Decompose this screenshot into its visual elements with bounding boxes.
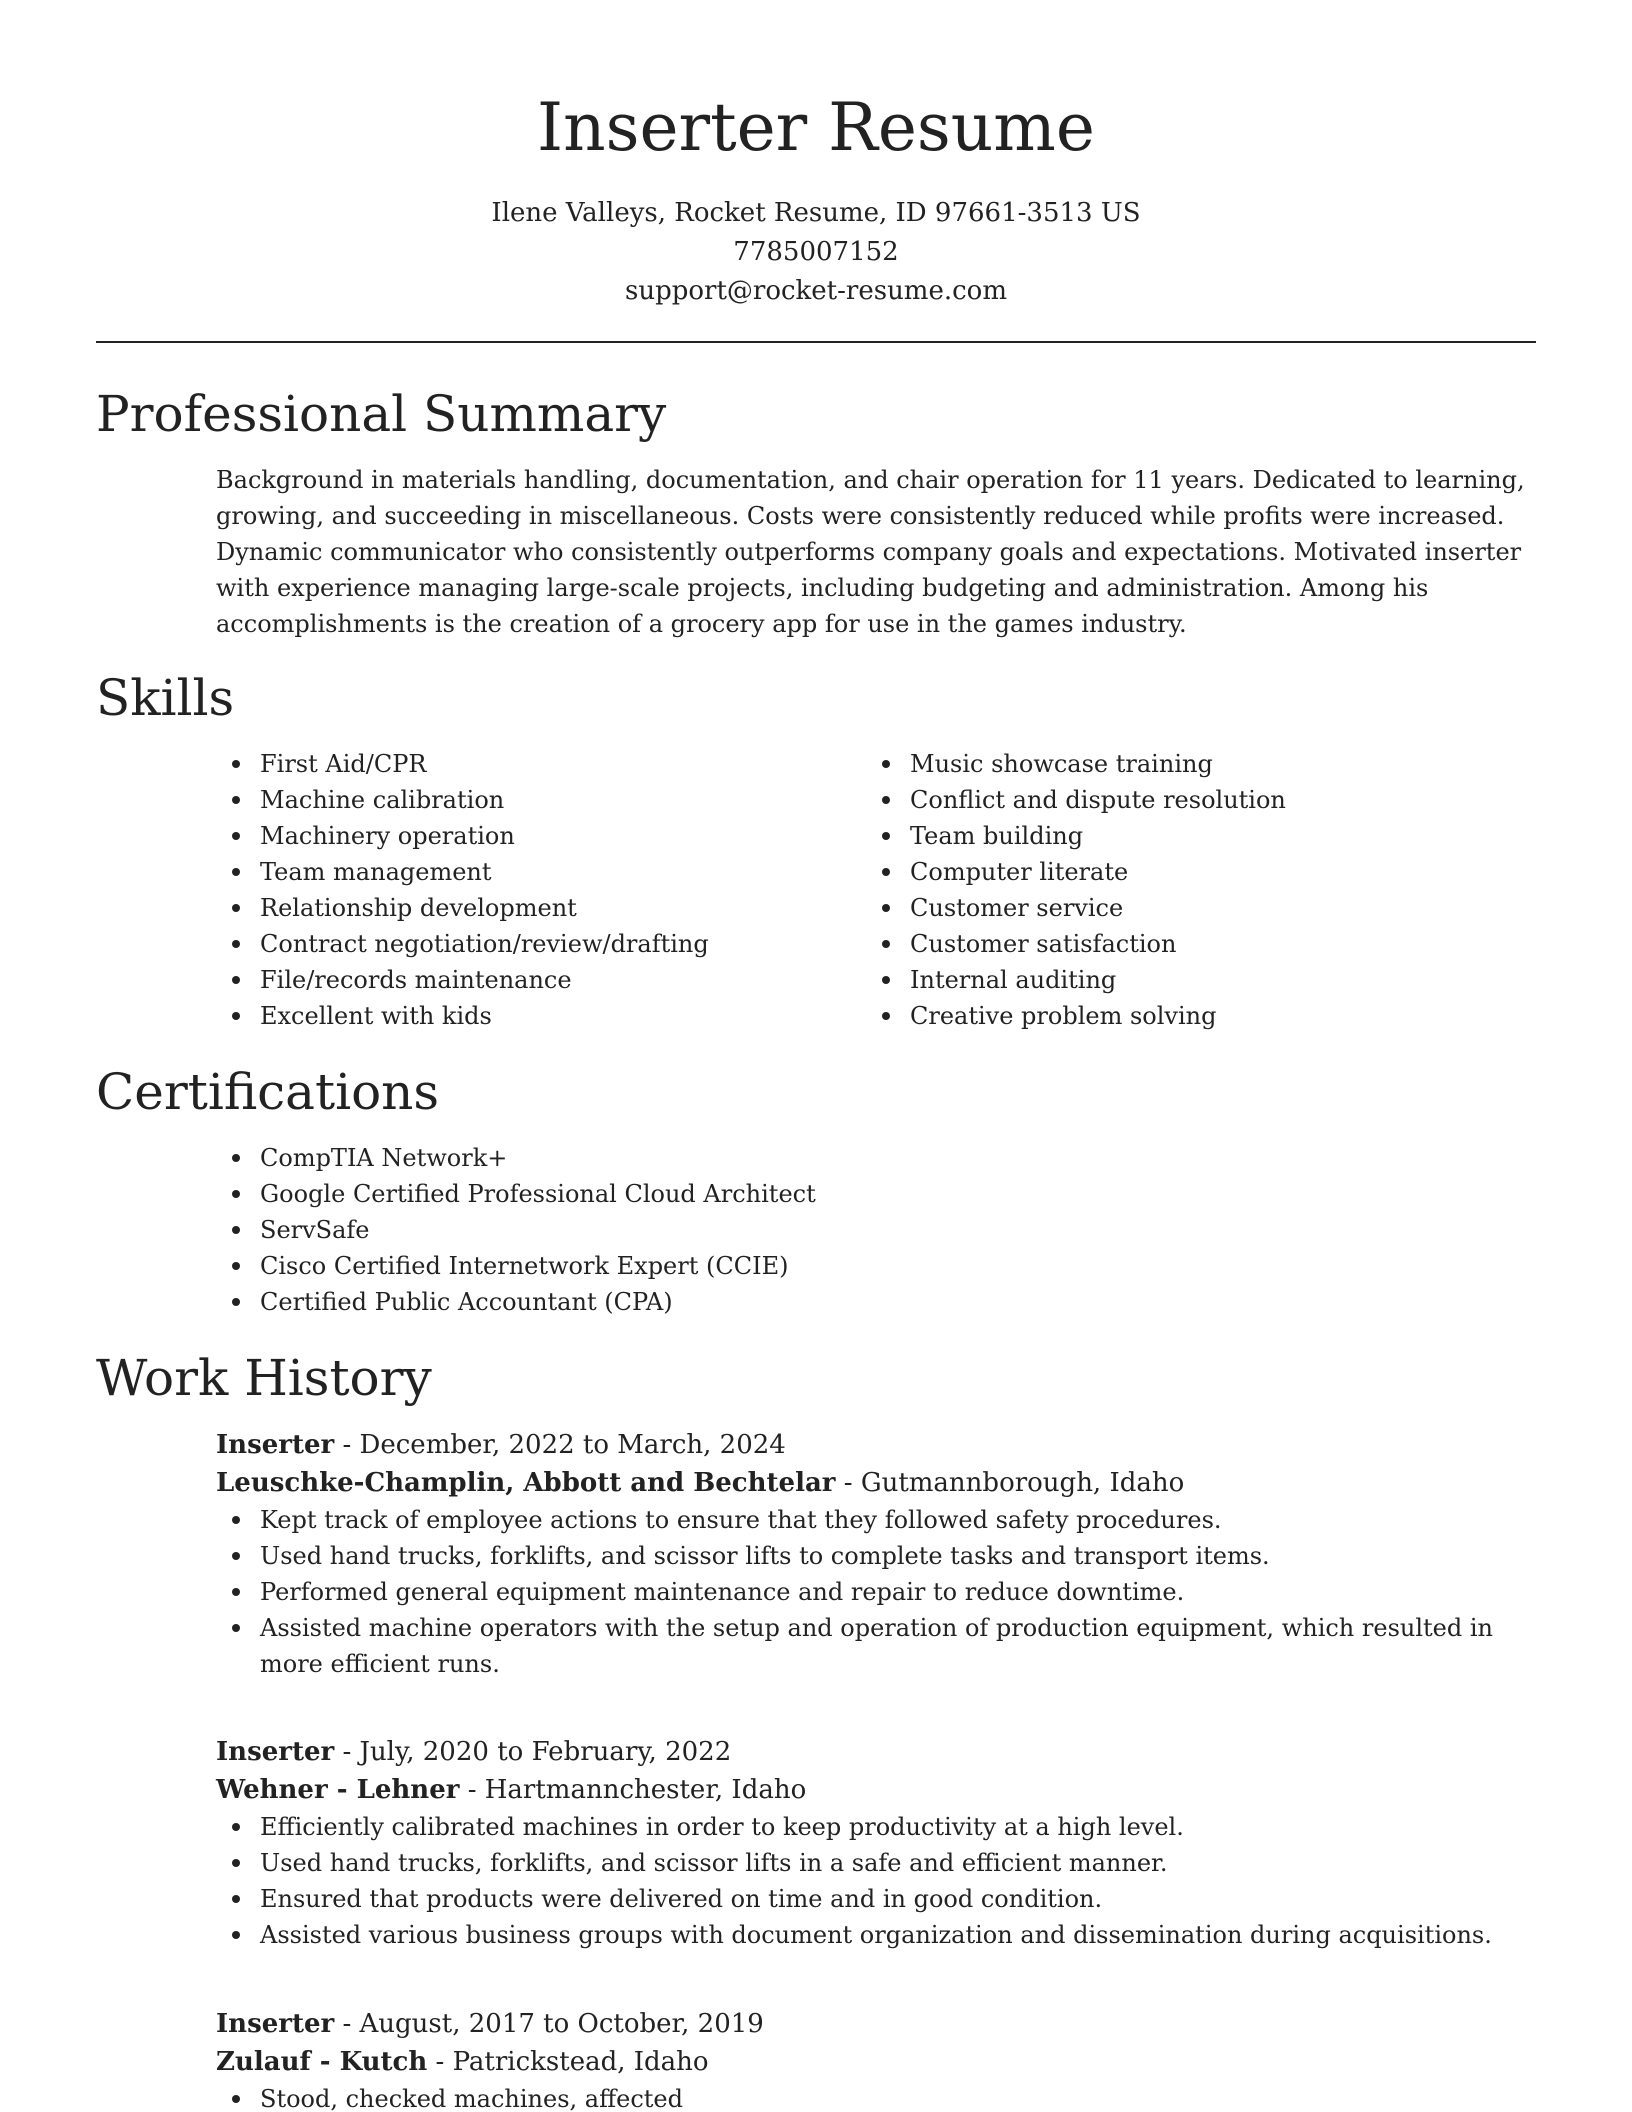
job-bullet: Assisted machine operators with the setup and operation of production equipment, which resulted in more efficient runs. bbox=[216, 1610, 1536, 1682]
job-company: Leuschke-Champlin, Abbott and Bechtelar bbox=[216, 1468, 836, 1498]
skill-item: Team management bbox=[216, 854, 836, 890]
job-company-line bbox=[216, 2043, 1536, 2081]
job-location: - Patrickstead, Idaho bbox=[427, 2047, 709, 2077]
contact-email: support@rocket-resume.com bbox=[624, 276, 1007, 306]
job-location: - Gutmannborough, Idaho bbox=[835, 1468, 1185, 1498]
skill-item: Excellent with kids bbox=[216, 998, 836, 1034]
skill-item: Computer literate bbox=[866, 854, 1486, 890]
skill-item: Machinery operation bbox=[216, 818, 836, 854]
contact-info bbox=[0, 194, 1632, 311]
certification-item: Cisco Certified Internetwork Expert (CCIE) bbox=[216, 1248, 1536, 1284]
job-bullets bbox=[216, 2081, 1536, 2112]
skill-item: Team building bbox=[866, 818, 1486, 854]
job-title-line bbox=[216, 1426, 1536, 1464]
job-bullets bbox=[216, 1502, 1536, 1682]
job-bullet: Performed general equipment maintenance and repair to reduce downtime. bbox=[216, 1574, 1536, 1610]
skill-item: Contract negotiation/review/drafting bbox=[216, 926, 836, 962]
job-location: - Hartmannchester, Idaho bbox=[459, 1775, 807, 1805]
skills-column-right bbox=[866, 746, 1486, 1034]
certification-item: Google Certified Professional Cloud Architect bbox=[216, 1176, 1536, 1212]
job-entry bbox=[216, 2005, 1536, 2112]
job-bullet: Used hand trucks, forklifts, and scissor lifts in a safe and efficient manner. bbox=[216, 1845, 1536, 1881]
skill-item: Relationship development bbox=[216, 890, 836, 926]
job-entry bbox=[216, 1426, 1536, 1682]
certifications-list bbox=[216, 1140, 1536, 1320]
job-title-line bbox=[216, 2005, 1536, 2043]
certification-item: CompTIA Network+ bbox=[216, 1140, 1536, 1176]
job-entry bbox=[216, 1733, 1536, 1953]
job-title: Inserter bbox=[216, 1737, 335, 1767]
job-company-line bbox=[216, 1464, 1536, 1502]
skill-item: File/records maintenance bbox=[216, 962, 836, 998]
job-company-line bbox=[216, 1771, 1536, 1809]
skill-item: Customer service bbox=[866, 890, 1486, 926]
job-bullets bbox=[216, 1809, 1536, 1953]
job-company: Wehner - Lehner bbox=[216, 1775, 460, 1805]
skill-item: First Aid/CPR bbox=[216, 746, 836, 782]
summary-text: Background in materials handling, documentation, and chair operation for 11 years. Dedicated to learning, growing, and succeeding in miscellaneous. Costs were consistently reduced while profits were increased. Dynamic communicator who consistently outperforms company goals and expectations. Motivated inserter with experience managing large-scale projects, including budgeting and administration. Among his accomplishments is the creation of a grocery app for use in the games industry. bbox=[216, 466, 1525, 638]
certifications-heading: Certifications bbox=[96, 1063, 440, 1121]
job-bullet: Efficiently calibrated machines in order to keep productivity at a high level. bbox=[216, 1809, 1536, 1845]
certification-item: ServSafe bbox=[216, 1212, 1536, 1248]
work-history-heading: Work History bbox=[96, 1349, 432, 1407]
skills-list-right bbox=[866, 746, 1486, 1034]
header-divider bbox=[96, 341, 1536, 343]
contact-phone: 7785007152 bbox=[733, 237, 899, 267]
skill-item: Music showcase training bbox=[866, 746, 1486, 782]
job-bullet: Kept track of employee actions to ensure that they followed safety procedures. bbox=[216, 1502, 1536, 1538]
job-bullet: Used hand trucks, forklifts, and scissor lifts to complete tasks and transport items. bbox=[216, 1538, 1536, 1574]
skill-item: Customer satisfaction bbox=[866, 926, 1486, 962]
job-title: Inserter bbox=[216, 1430, 335, 1460]
certifications-block bbox=[216, 1140, 1536, 1320]
skill-item: Internal auditing bbox=[866, 962, 1486, 998]
skills-column-left bbox=[216, 746, 836, 1034]
job-dates: - August, 2017 to October, 2019 bbox=[334, 2009, 764, 2039]
resume-header bbox=[0, 0, 1632, 311]
job-bullet: Ensured that products were delivered on time and in good condition. bbox=[216, 1881, 1536, 1917]
skill-item: Creative problem solving bbox=[866, 998, 1486, 1034]
skills-list-left bbox=[216, 746, 836, 1034]
skill-item: Machine calibration bbox=[216, 782, 836, 818]
job-title: Inserter bbox=[216, 2009, 335, 2039]
contact-address: Ilene Valleys, Rocket Resume, ID 97661-3513 US bbox=[491, 198, 1141, 228]
job-dates: - December, 2022 to March, 2024 bbox=[334, 1430, 786, 1460]
job-title-line bbox=[216, 1733, 1536, 1771]
skill-item: Conflict and dispute resolution bbox=[866, 782, 1486, 818]
resume-title: Inserter Resume bbox=[537, 89, 1095, 166]
certification-item: Certified Public Accountant (CPA) bbox=[216, 1284, 1536, 1320]
job-bullet: Assisted various business groups with document organization and dissemination during acquisitions. bbox=[216, 1917, 1536, 1953]
job-dates: - July, 2020 to February, 2022 bbox=[334, 1737, 732, 1767]
job-company: Zulauf - Kutch bbox=[216, 2047, 428, 2077]
job-bullet: Stood, checked machines, affected bbox=[216, 2081, 1536, 2112]
summary-heading: Professional Summary bbox=[96, 385, 667, 443]
skills-heading: Skills bbox=[96, 669, 235, 727]
